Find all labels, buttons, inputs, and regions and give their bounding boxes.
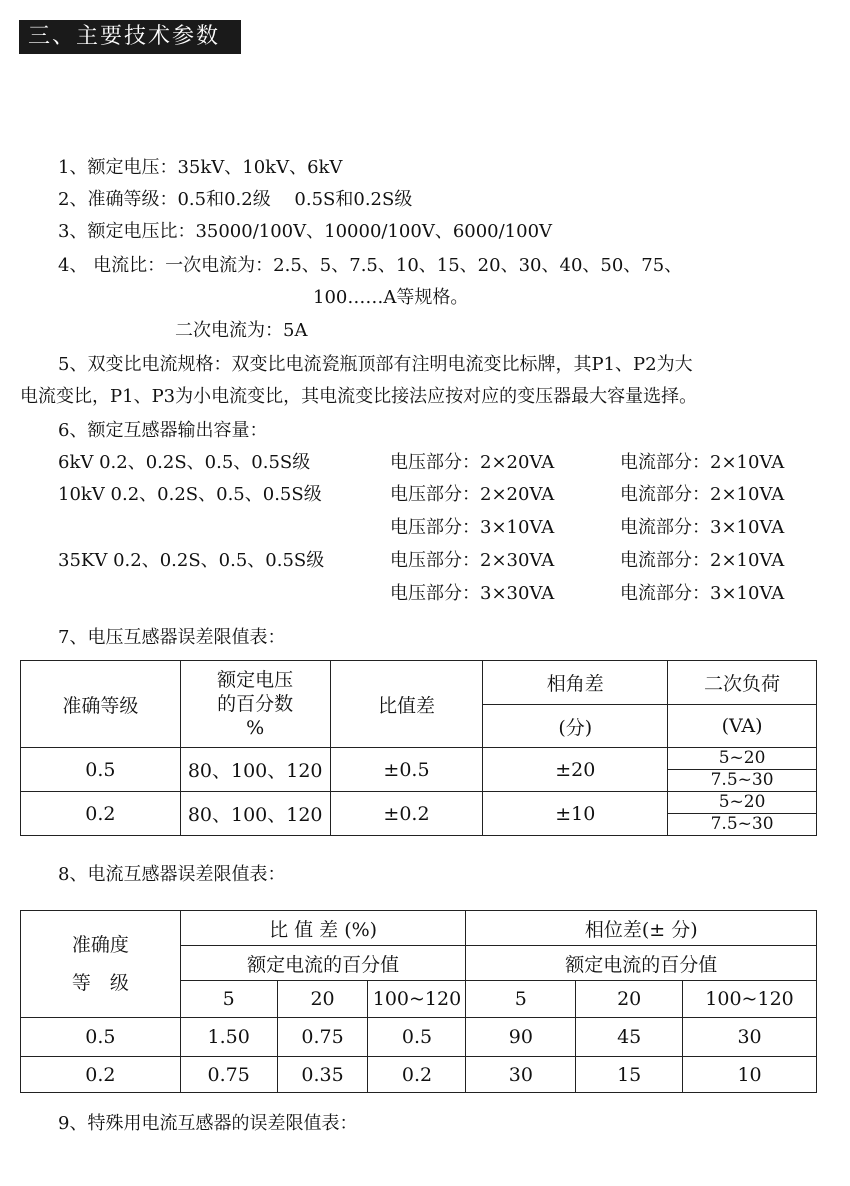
ct-col-header: 5 <box>180 981 277 1018</box>
ct-cell: 30 <box>466 1057 576 1093</box>
item-accuracy-class: 2、准确等级：0.5和0.2级 0.5S和0.2S级 <box>58 189 413 210</box>
vt-cell-class: 0.5 <box>21 748 181 792</box>
item-voltage-ratio: 3、额定电压比：35000/100V、10000/100V、6000/100V <box>58 221 553 242</box>
ct-cell: 0.5 <box>368 1018 466 1057</box>
item-vt-error-table-title: 7、电压互感器误差限值表： <box>58 627 286 648</box>
ct-cell: 0.2 <box>368 1057 466 1093</box>
ct-col-header: 5 <box>466 981 576 1018</box>
capacity-10kv-voltage: 电压部分：2×20VA <box>390 484 555 505</box>
vt-header-phase: 相角差 <box>483 661 668 705</box>
ct-col-header: 100~120 <box>683 981 817 1018</box>
ct-cell: 0.35 <box>277 1057 368 1093</box>
vt-cell-burden-2: 7.5~30 <box>710 814 774 834</box>
capacity-35kv-label: 35KV 0.2、0.2S、0.5、0.5S级 <box>58 550 325 571</box>
table-row <box>21 748 817 792</box>
ct-cell: 1.50 <box>180 1018 277 1057</box>
ct-header-ratio: 比 值 差 (%) <box>180 911 466 946</box>
ct-col-header: 20 <box>576 981 683 1018</box>
ct-header-class-1: 准确度 <box>71 934 129 956</box>
table-row <box>21 1057 817 1093</box>
ct-cell: 15 <box>576 1057 683 1093</box>
capacity-10kv-current: 电流部分：2×10VA <box>620 484 785 505</box>
ct-cell-class: 0.5 <box>21 1018 181 1057</box>
vt-header-rated-2: 的百分数 <box>217 693 294 715</box>
ct-col-header: 100~120 <box>368 981 466 1018</box>
capacity-10kv-current-alt: 电流部分：3×10VA <box>620 517 785 538</box>
vt-cell-ratio: ±0.5 <box>330 748 483 792</box>
ct-header-pct-ratio: 额定电流的百分值 <box>180 946 466 981</box>
vt-header-class: 准确等级 <box>21 661 181 748</box>
vt-header-phase-unit: (分) <box>483 705 668 748</box>
vt-cell-burden <box>668 792 817 836</box>
vt-error-table <box>20 660 817 836</box>
vt-cell-burden-1: 5~20 <box>668 748 816 770</box>
capacity-10kv-label: 10kV 0.2、0.2S、0.5、0.5S级 <box>58 484 322 505</box>
ct-header-phase: 相位差(± 分) <box>466 911 817 946</box>
vt-cell-pct: 80、100、120 <box>180 792 330 836</box>
capacity-35kv-voltage: 电压部分：2×30VA <box>390 550 555 571</box>
capacity-35kv-voltage-alt: 电压部分：3×30VA <box>390 583 555 604</box>
item-secondary-current: 二次电流为：5A <box>175 320 308 341</box>
vt-cell-burden <box>668 748 817 792</box>
item-output-capacity: 6、额定互感器输出容量： <box>58 420 268 441</box>
item-current-ratio-cont: 100……A等规格。 <box>313 287 469 308</box>
ct-header-class <box>21 911 181 1018</box>
ct-cell: 10 <box>683 1057 817 1093</box>
ct-header-class-2: 等 级 <box>71 972 129 994</box>
ct-error-table <box>20 910 817 1093</box>
table-row <box>21 792 817 836</box>
ct-cell-class: 0.2 <box>21 1057 181 1093</box>
ct-cell: 30 <box>683 1018 817 1057</box>
vt-cell-pct: 80、100、120 <box>180 748 330 792</box>
vt-cell-class: 0.2 <box>21 792 181 836</box>
item-dual-ratio: 5、双变比电流规格：双变比电流瓷瓶顶部有注明电流变比标牌，其P1、P2为大 <box>58 354 693 375</box>
capacity-6kv-label: 6kV 0.2、0.2S、0.5、0.5S级 <box>58 452 311 473</box>
ct-cell: 45 <box>576 1018 683 1057</box>
vt-header-rated-pct <box>180 661 330 748</box>
capacity-6kv-current: 电流部分：2×10VA <box>620 452 785 473</box>
ct-col-header: 20 <box>277 981 368 1018</box>
vt-header-ratio: 比值差 <box>330 661 483 748</box>
ct-cell: 0.75 <box>277 1018 368 1057</box>
item-current-ratio: 4、 电流比：一次电流为：2.5、5、7.5、10、15、20、30、40、50、75、 <box>58 255 683 276</box>
capacity-35kv-current-alt: 电流部分：3×10VA <box>620 583 785 604</box>
vt-header-rated-1: 额定电压 <box>217 669 294 691</box>
vt-cell-phase: ±20 <box>483 748 668 792</box>
ct-cell: 90 <box>466 1018 576 1057</box>
vt-header-burden-unit: (VA) <box>668 705 817 748</box>
item-dual-ratio-cont: 电流变比，P1、P3为小电流变比，其电流变比接法应按对应的变压器最大容量选择。 <box>20 386 698 407</box>
ct-cell: 0.75 <box>180 1057 277 1093</box>
vt-cell-phase: ±10 <box>483 792 668 836</box>
item-ct-error-table-title: 8、电流互感器误差限值表： <box>58 864 286 885</box>
vt-cell-burden-2: 7.5~30 <box>710 770 774 790</box>
vt-header-burden: 二次负荷 <box>668 661 817 705</box>
item-special-ct-table-title: 9、特殊用电流互感器的误差限值表： <box>58 1113 358 1134</box>
capacity-35kv-current: 电流部分：2×10VA <box>620 550 785 571</box>
vt-cell-burden-1: 5~20 <box>668 792 816 814</box>
capacity-10kv-voltage-alt: 电压部分：3×10VA <box>390 517 555 538</box>
table-row <box>21 1018 817 1057</box>
section-header: 三、主要技术参数 <box>19 20 241 54</box>
vt-cell-ratio: ±0.2 <box>330 792 483 836</box>
ct-header-pct-phase: 额定电流的百分值 <box>466 946 817 981</box>
vt-header-rated-3: % <box>246 717 265 739</box>
capacity-6kv-voltage: 电压部分：2×20VA <box>390 452 555 473</box>
item-rated-voltage: 1、额定电压：35kV、10kV、6kV <box>58 157 343 178</box>
